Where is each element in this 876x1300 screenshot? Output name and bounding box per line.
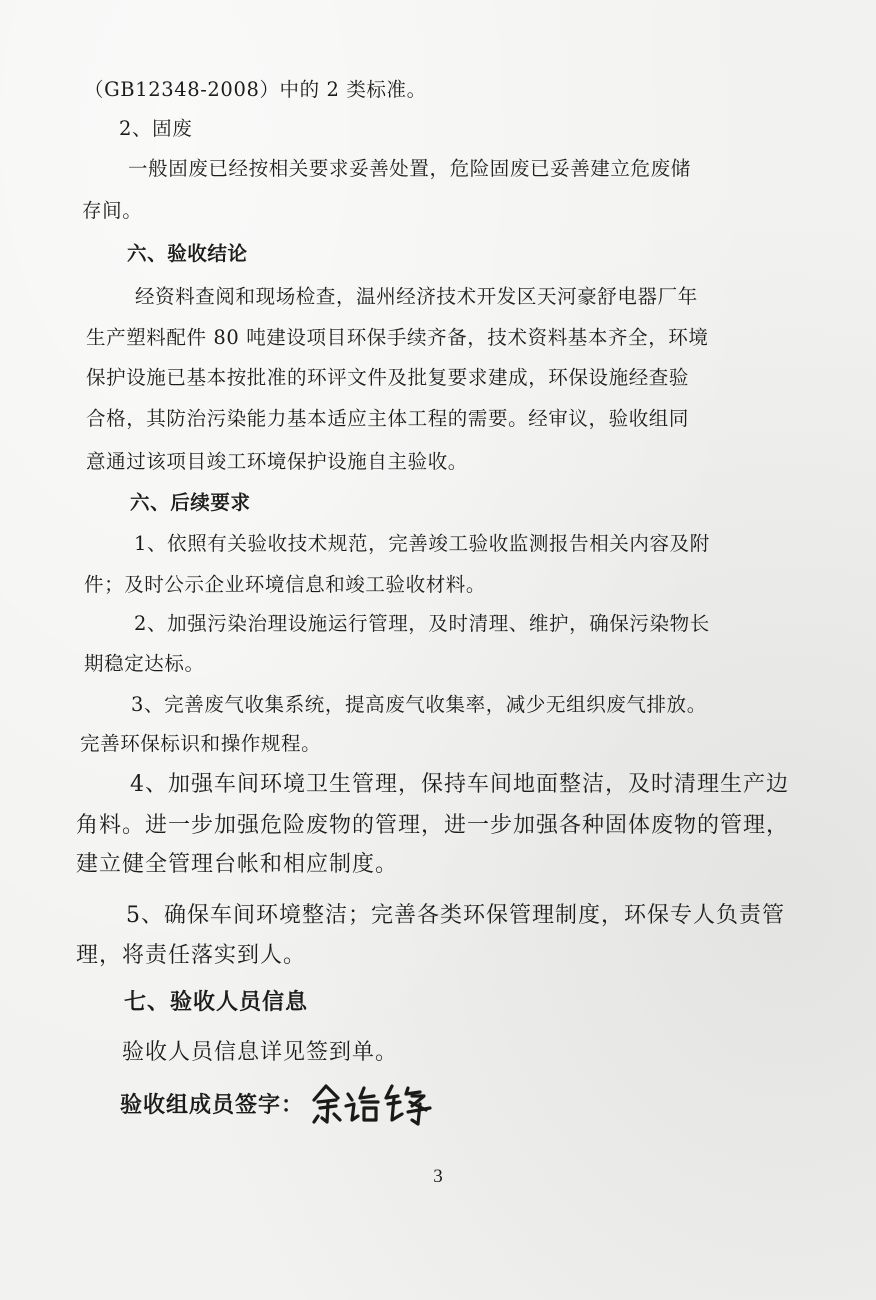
text-line: 意通过该项目竣工环境保护设施自主验收。 <box>86 450 468 473</box>
text-line: 1、依照有关验收技术规范，完善竣工验收监测报告相关内容及附 <box>134 532 710 555</box>
text-line: 件；及时公示企业环境信息和竣工验收材料。 <box>84 573 487 596</box>
signature-row <box>120 1083 458 1123</box>
text-line: 存间。 <box>82 199 143 222</box>
text-line: 3、完善废气收集系统，提高废气收集率，减少无组织废气排放。 <box>131 693 707 716</box>
text-line: （GB12348-2008）中的 2 类标准。 <box>84 78 427 101</box>
section-heading-solid-waste: 2、固废 <box>119 117 193 140</box>
text-line: 期稳定达标。 <box>84 652 205 675</box>
text-line: 验收人员信息详见签到单。 <box>122 1040 399 1065</box>
text-line: 建立健全管理台帐和相应制度。 <box>76 852 399 877</box>
section-heading-conclusion: 六、验收结论 <box>127 242 248 265</box>
text-line: 理，将责任落实到人。 <box>76 943 307 968</box>
text-line: 5、确保车间环境整洁；完善各类环保管理制度，环保专人负责管 <box>126 903 785 928</box>
text-line: 经资料查阅和现场检查，温州经济技术开发区天河豪舒电器厂年 <box>135 285 698 308</box>
text-line: 角料。进一步加强危险废物的管理，进一步加强各种固体废物的管理， <box>76 813 790 838</box>
text-line: 合格，其防治污染能力基本适应主体工程的需要。经审议，验收组同 <box>86 407 690 430</box>
signature-label: 验收组成员签字： <box>120 1092 305 1118</box>
text-line: 保护设施已基本按批准的环评文件及批复要求建成，环保设施经查验 <box>86 366 690 389</box>
text-line: 完善环保标识和操作规程。 <box>80 732 322 755</box>
text-line: 2、加强污染治理设施运行管理，及时清理、维护，确保污染物长 <box>134 612 710 635</box>
section-heading-follow-up: 六、后续要求 <box>130 491 251 514</box>
section-heading-personnel: 七、验收人员信息 <box>124 990 309 1015</box>
text-line: 生产塑料配件 80 吨建设项目环保手续齐备，技术资料基本齐全，环境 <box>86 326 709 349</box>
page-number: 3 <box>433 1166 443 1187</box>
handwritten-signature <box>308 1078 458 1128</box>
text-line: 4、加强车间环境卫生管理，保持车间地面整洁，及时清理生产边 <box>130 772 789 797</box>
text-line: 一般固废已经按相关要求妥善处置，危险固废已妥善建立危废储 <box>128 157 691 180</box>
